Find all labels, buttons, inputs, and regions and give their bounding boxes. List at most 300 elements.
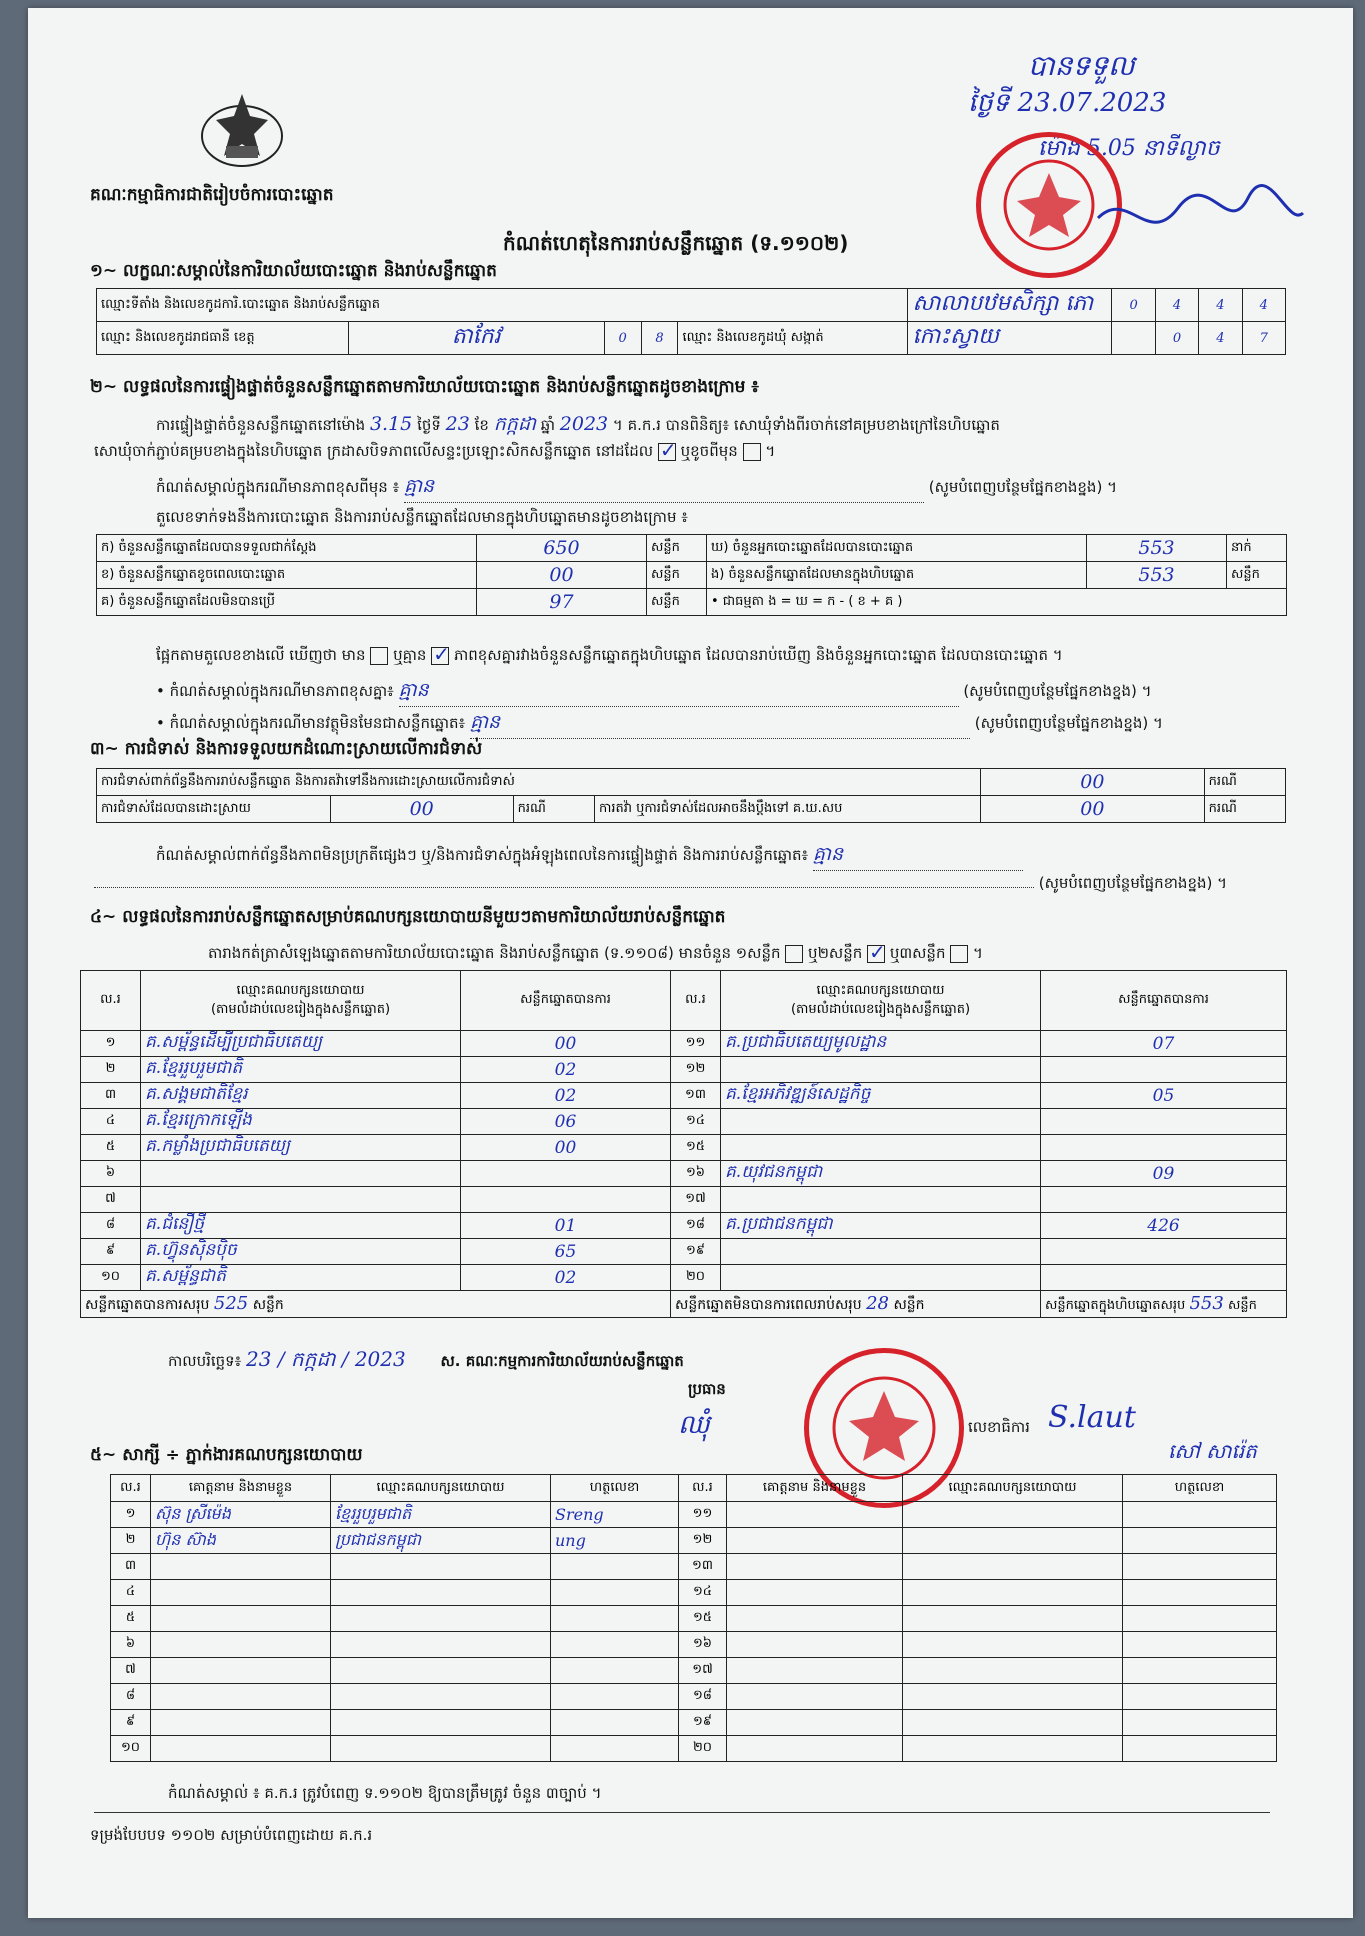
vote-count [1041, 1135, 1287, 1161]
s2-para2: សោឃុំចាក់ភ្ជាប់គម្របខាងក្នុងនៃហិបឆ្នោត ក្រដាសបិទភាពលើសន្ទះប្រឡោះសិកសន្លឹកឆ្នោត នៅដដែល ✓ ឬខូចពីមុន ។ [94, 442, 775, 464]
witness-name [151, 1632, 331, 1658]
party-name [141, 1187, 461, 1213]
table-row [81, 1187, 1287, 1213]
row-no: ១០ [81, 1265, 141, 1291]
witness-name [151, 1554, 331, 1580]
table-row [111, 1502, 1277, 1528]
witness-party [903, 1736, 1123, 1762]
vote-count: 06 [461, 1109, 671, 1135]
table-row [81, 1135, 1287, 1161]
witness-signature [551, 1736, 679, 1762]
row-no: ១៦ [679, 1632, 727, 1658]
chair-label: ប្រធាន [688, 1380, 726, 1398]
row-no: ៧ [81, 1187, 141, 1213]
witness-signature [1123, 1658, 1277, 1684]
note-value: គ្មាន [470, 710, 970, 739]
note-value: គ្មាន [404, 474, 924, 503]
vote-count [1041, 1109, 1287, 1135]
witness-name [727, 1736, 903, 1762]
witness-name [727, 1502, 903, 1528]
s3-row1-label: ការជំទាស់ពាក់ព័ន្ធនឹងការរាប់សន្លឹកឆ្នោត និងការតវ៉ាទៅនឹងការដោះស្រាយលើការជំទាស់ [97, 769, 981, 796]
witness-signature [1123, 1528, 1277, 1554]
vote-count: 02 [461, 1265, 671, 1291]
party-name: គ.ប្រជាជនកម្ពុជា [721, 1213, 1041, 1239]
row-no: ១៩ [679, 1710, 727, 1736]
party-name [721, 1187, 1041, 1213]
empty-cell [1112, 322, 1155, 355]
count-unit: សន្លឹក [647, 535, 707, 562]
date-value: 23 / កក្កដា / 2023 [246, 1347, 406, 1371]
vote-count: 05 [1041, 1083, 1287, 1109]
s2-based [156, 646, 1063, 668]
s4-title: ៤~ លទ្ធផលនៃការរាប់សន្លឹកឆ្នោតសម្រាប់គណបក្សនយោបាយនីមួយៗតាមការិយាល័យរាប់សន្លឹកឆ្នោត [90, 907, 726, 927]
row-no: ១៩ [671, 1239, 721, 1265]
witness-name [151, 1606, 331, 1632]
vote-count: 07 [1041, 1031, 1287, 1057]
s2-note-diff [156, 474, 1117, 503]
witness-signature [551, 1606, 679, 1632]
s2-text: ឬខូចពីមុន [680, 442, 738, 460]
s2-text: ។ គ.ក.រ បានពិនិត្យ៖ សោឃុំទាំងពីរចាក់នៅគម្របខាងក្រៅនៃហិបឆ្នោត [612, 416, 1000, 434]
chair-signature: ឈុំ [678, 1410, 710, 1440]
row-no: ១៨ [679, 1684, 727, 1710]
footer-rule [94, 1812, 1270, 1813]
s2-counts-table [96, 534, 1287, 616]
one-sheet-checkbox[interactable] [785, 945, 803, 963]
count-unit: សន្លឹក [1227, 562, 1287, 589]
vote-count [461, 1187, 671, 1213]
note-suffix: (សូមបំពេញបន្ថែមផ្នែកខាងខ្នង) ។ [1038, 874, 1228, 892]
witness-party: ខ្មែររួបរួមជាតិ [331, 1502, 551, 1528]
s4-rows [81, 1031, 1287, 1291]
party-header-sub: (តាមលំដាប់លេខរៀងក្នុងសន្លឹកឆ្នោត) [210, 1001, 391, 1017]
s2-text: សោឃុំចាក់ភ្ជាប់គម្របខាងក្នុងនៃហិបឆ្នោត ក្រដាសបិទភាពលើសន្ទះប្រឡោះសិកសន្លឹកឆ្នោត នៅដដែល [94, 442, 654, 460]
bottom-note: ទម្រង់បែបបទ ១១០២ សម្រាប់បំពេញដោយ គ.ក.រ [90, 1826, 373, 1844]
commune-code-digit: 0 [1155, 322, 1198, 355]
party-name [721, 1135, 1041, 1161]
witness-party [903, 1658, 1123, 1684]
party-name: គ.ខ្មែរអភិវឌ្ឍន៍សេដ្ឋកិច្ច [721, 1083, 1041, 1109]
row-no: ៥ [81, 1135, 141, 1161]
witness-name: ហ៊ុន ស៊ាង [151, 1528, 331, 1554]
date-label: កាលបរិច្ឆេទ៖ [168, 1352, 242, 1370]
witness-signature [1123, 1502, 1277, 1528]
table-row [111, 1632, 1277, 1658]
row-no: ១៧ [679, 1658, 727, 1684]
witness-party [903, 1580, 1123, 1606]
three-sheet-checkbox[interactable] [950, 945, 968, 963]
row-no: ៩ [81, 1239, 141, 1265]
witness-party: ប្រជាជនកម្ពុជា [331, 1528, 551, 1554]
table-row [81, 1083, 1287, 1109]
count-unit: សន្លឹក [647, 589, 707, 616]
party-name: គ.ខ្មែរក្រោកឡើង [141, 1109, 461, 1135]
table-row [111, 1710, 1277, 1736]
witness-name [151, 1710, 331, 1736]
sum-invalid-value: 28 [866, 1292, 889, 1314]
table-row [81, 1109, 1287, 1135]
sum-invalid-cell [671, 1291, 1041, 1318]
witness-party [331, 1658, 551, 1684]
party-name [721, 1057, 1041, 1083]
party-name [721, 1265, 1041, 1291]
sum-valid-value: 525 [213, 1292, 249, 1314]
vote-count: 00 [461, 1031, 671, 1057]
witness-signature: Sreng [551, 1502, 679, 1528]
col-header-sign: ហត្ថលេខា [551, 1475, 679, 1502]
count-value: 553 [1087, 562, 1227, 589]
count-unit: សន្លឹក [647, 562, 707, 589]
vote-count [1041, 1057, 1287, 1083]
sum-unit: សន្លឹក [252, 1296, 284, 1313]
table-row [111, 1736, 1277, 1762]
count-label: ក) ចំនួនសន្លឹកឆ្នោតដែលបានទទួលជាក់ស្តែង [97, 535, 477, 562]
station-value: សាលាបឋមសិក្សា ភោ [908, 289, 1112, 322]
witness-name [727, 1580, 903, 1606]
col-header-party [141, 971, 461, 1031]
note-value: គ្មាន [813, 842, 1023, 871]
s2-text: ឬគ្មាន [393, 646, 427, 664]
row-no: ១១ [679, 1502, 727, 1528]
witness-party [331, 1580, 551, 1606]
sum-box-label: សន្លឹកឆ្នោតក្នុងហិបឆ្នោតសរុប [1045, 1297, 1186, 1313]
count-value: 650 [477, 535, 647, 562]
formula-note: • ជាធម្មតា ង = ឃ = ក - ( ខ + គ ) [707, 589, 1287, 616]
s2-time: 3.15 [369, 413, 413, 435]
sum-invalid-label: សន្លឹកឆ្នោតមិនបានការពេលរាប់សរុប [675, 1296, 862, 1313]
row-no: ១២ [671, 1057, 721, 1083]
row-no: ២០ [679, 1736, 727, 1762]
vote-count [1041, 1265, 1287, 1291]
s4-intro: តារាងកត់ត្រាសំឡេងឆ្នោតតាមការិយាល័យបោះឆ្នោត និងរាប់សន្លឹកឆ្នោត (ទ.១១០៨) មានចំនួន ១សន្លឹក ឬ២សន្លឹក ✓ ឬ៣សន្លឹក ។ [208, 944, 983, 966]
damaged-checkbox[interactable] [743, 443, 761, 461]
witness-name [727, 1710, 903, 1736]
row-no: ១ [111, 1502, 151, 1528]
sum-box-cell [1041, 1291, 1287, 1318]
witness-signature [1123, 1580, 1277, 1606]
s2-text: ផ្អែកតាមតួលេខខាងលើ ឃើញថា មាន [156, 646, 366, 664]
commune-code-digit: 7 [1242, 322, 1285, 355]
s5-rows [111, 1502, 1277, 1762]
station-code-digit: 4 [1155, 289, 1198, 322]
province-label: ឈ្មោះ និងលេខកូដរាជធានី ខេត្ត [97, 322, 349, 355]
commune-label: ឈ្មោះ និងលេខកូដឃុំ សង្កាត់ [678, 322, 908, 355]
row-no: ២ [81, 1057, 141, 1083]
s3-unit: ករណី [1204, 769, 1285, 796]
s4-date-line [168, 1346, 684, 1376]
province-code-digit: 8 [641, 322, 678, 355]
committee-signoff: ស. គណៈកម្មការការិយាល័យរាប់សន្លឹកឆ្នោត [440, 1352, 684, 1370]
witness-signature [551, 1554, 679, 1580]
row-no: ១៨ [671, 1213, 721, 1239]
row-no: ១៧ [671, 1187, 721, 1213]
col-header-no: ល.រ [81, 971, 141, 1031]
row-no: ១២ [679, 1528, 727, 1554]
witness-signature [551, 1710, 679, 1736]
note-value: គ្មាន [399, 678, 959, 707]
vote-count: 01 [461, 1213, 671, 1239]
s3-note-line [94, 874, 1227, 896]
note-label: • កំណត់សម្គាល់ក្នុងករណីមានវត្ថុមិនមែនជាសន្លឹកឆ្នោត៖ [156, 714, 466, 732]
vote-count [1041, 1239, 1287, 1265]
witness-party [331, 1710, 551, 1736]
table-row [81, 1031, 1287, 1057]
party-name: គ.សង្គមជាតិខ្មែរ [141, 1083, 461, 1109]
table-row [81, 1057, 1287, 1083]
row-no: ៧ [111, 1658, 151, 1684]
note-suffix: (សូមបំពេញបន្ថែមផ្នែកខាងខ្នង) ។ [963, 682, 1152, 700]
commune-value: កោះស្វាយ [908, 322, 1112, 355]
committee-label: គណៈកម្មាធិការជាតិរៀបចំការបោះឆ្នោត [90, 185, 334, 205]
vote-count: 00 [461, 1135, 671, 1161]
row-no: ១៦ [671, 1161, 721, 1187]
s2-text: ឆ្នាំ [540, 416, 555, 434]
has-diff-checkbox[interactable] [370, 647, 388, 665]
vote-count: 02 [461, 1083, 671, 1109]
form-title: កំណត់ហេតុនៃការរាប់សន្លឹកឆ្នោត (ទ.១១០២) [503, 231, 849, 255]
s3-title: ៣~ ការជំទាស់ និងការទទួលយកដំណោះស្រាយលើការជំទាស់ [90, 739, 483, 759]
s3-row2-label: ការជំទាស់ដែលបានដោះស្រាយ [97, 796, 331, 823]
s2-note-b2 [156, 710, 1163, 739]
col-header-no: ល.រ [679, 1475, 727, 1502]
witness-name [151, 1580, 331, 1606]
witness-signature [551, 1658, 679, 1684]
count-label: គ) ចំនួនសន្លឹកឆ្នោតដែលមិនបានប្រើ [97, 589, 477, 616]
note-label: • កំណត់សម្គាល់ក្នុងករណីមានភាពខុសគ្នា៖ [156, 682, 394, 700]
party-name: គ.កម្លាំងប្រជាធិបតេយ្យ [141, 1135, 461, 1161]
witness-signature [551, 1580, 679, 1606]
count-unit: នាក់ [1227, 535, 1287, 562]
col-header-party: ឈ្មោះគណបក្សនយោបាយ [903, 1475, 1123, 1502]
witness-name [727, 1554, 903, 1580]
s3-unit: ករណី [513, 796, 594, 823]
party-name: គ.សម្ព័ន្ធជាតិ [141, 1265, 461, 1291]
row-no: ១០ [111, 1736, 151, 1762]
party-name: គ.សម្ព័ន្ធដើម្បីប្រជាធិបតេយ្យ [141, 1031, 461, 1057]
s2-text: ការផ្ទៀងផ្ទាត់ចំនួនសន្លឹកឆ្នោតនៅម៉ោង [156, 416, 366, 434]
row-no: ៥ [111, 1606, 151, 1632]
witness-party [331, 1736, 551, 1762]
s3-row1-value: 00 [981, 769, 1205, 796]
official-signature-top [1088, 178, 1308, 262]
sum-unit: សន្លឹក [893, 1296, 925, 1313]
note-suffix: (សូមបំពេញបន្ថែមផ្នែកខាងខ្នង) ។ [974, 714, 1163, 732]
table-row [81, 1213, 1287, 1239]
party-name: គ.ប្រជាធិបតេយ្យមូលដ្ឋាន [721, 1031, 1041, 1057]
row-no: ១១ [671, 1031, 721, 1057]
col-header-party [721, 971, 1041, 1031]
row-no: ៩ [111, 1710, 151, 1736]
station-code-digit: 4 [1199, 289, 1242, 322]
count-value: 00 [477, 562, 647, 589]
s4-results-table [80, 970, 1287, 1318]
party-name [721, 1239, 1041, 1265]
sum-box-value: 553 [1189, 1292, 1224, 1314]
s3-row2b-label: ការតវ៉ា ឬការជំទាស់ដែលអាចនឹងប្តឹងទៅ គ.ឃ.សប [594, 796, 980, 823]
s4-text: ឬ៣សន្លឹក [889, 944, 946, 962]
s2-text: ថ្ងៃទី [417, 416, 441, 434]
row-no: ១៤ [671, 1109, 721, 1135]
secretary-label: លេខាធិការ [968, 1418, 1030, 1436]
province-value: តាកែវ [348, 322, 604, 355]
witness-party [903, 1554, 1123, 1580]
witness-name [727, 1606, 903, 1632]
table-row [81, 1239, 1287, 1265]
table-row [111, 1528, 1277, 1554]
col-header-no: ល.រ [671, 971, 721, 1031]
table-row [111, 1580, 1277, 1606]
table-row [81, 1265, 1287, 1291]
vote-count: 09 [1041, 1161, 1287, 1187]
commune-code-digit: 4 [1199, 322, 1242, 355]
col-header-sign: ហត្ថលេខា [1123, 1475, 1277, 1502]
s3-note [156, 842, 1023, 871]
s4-text: ឬ២សន្លឹក [808, 944, 863, 962]
col-header-name: គោត្តនាម និងនាមខ្លួន [151, 1475, 331, 1502]
witness-signature [551, 1684, 679, 1710]
witness-signature [551, 1632, 679, 1658]
s2-title: ២~ លទ្ធផលនៃការផ្ទៀងផ្ទាត់ចំនួនសន្លឹកឆ្នោតតាមការិយាល័យបោះឆ្នោត និងរាប់សន្លឹកឆ្នោតដូចខាងក្រោម ៖ [90, 377, 759, 397]
party-name [721, 1109, 1041, 1135]
dotted-line [94, 887, 1034, 888]
row-no: ២ [111, 1528, 151, 1554]
witness-party [903, 1528, 1123, 1554]
province-code-digit: 0 [604, 322, 641, 355]
witness-signature [1123, 1710, 1277, 1736]
row-no: ៤ [111, 1580, 151, 1606]
s2-month: កក្កដា [493, 413, 536, 435]
nec-logo [198, 86, 286, 170]
secretary-signature: S.laut [1048, 1400, 1136, 1435]
vote-count: 02 [461, 1057, 671, 1083]
received-note: បានទទួល [1028, 49, 1135, 82]
station-code-digit: 0 [1112, 289, 1155, 322]
count-value: 97 [477, 589, 647, 616]
s2-intro-numbers: តួលេខទាក់ទងនឹងការបោះឆ្នោត និងការរាប់សន្លឹកឆ្នោតដែលមានក្នុងហិបឆ្នោតមានដូចខាងក្រោម ៖ [156, 508, 688, 526]
witness-name [151, 1736, 331, 1762]
note-label: កំណត់សម្គាល់ពាក់ព័ន្ធនឹងភាពមិនប្រក្រតីផ្សេងៗ ឬ/និងការជំទាស់ក្នុងអំឡុងពេលនៃការផ្ទៀងផ្ទាត់ និងការរាប់សន្លឹកឆ្នោត៖ [156, 846, 809, 864]
witness-signature [1123, 1632, 1277, 1658]
witness-name [727, 1684, 903, 1710]
row-no: ៦ [81, 1161, 141, 1187]
row-no: ១៤ [679, 1580, 727, 1606]
s2-day: 23 [445, 413, 470, 435]
vote-count [461, 1161, 671, 1187]
row-no: ១៣ [671, 1083, 721, 1109]
witness-party [903, 1632, 1123, 1658]
two-sheet-checkbox[interactable] [867, 945, 885, 963]
s3-unit: ករណី [1204, 796, 1285, 823]
s5-title: ៥~ សាក្សី ÷ ភ្នាក់ងារគណបក្សនយោបាយ [90, 1445, 363, 1465]
witness-party [903, 1710, 1123, 1736]
col-header-no: ល.រ [111, 1475, 151, 1502]
party-name: គ.ហ៊្វុនស៊ិនប៉ិច [141, 1239, 461, 1265]
sum-unit: សន្លឹក [1227, 1297, 1257, 1313]
col-header-party: ឈ្មោះគណបក្សនយោបាយ [331, 1475, 551, 1502]
row-no: ១៥ [679, 1606, 727, 1632]
count-label: ង) ចំនួនសន្លឹកឆ្នោតដែលមានក្នុងហិបឆ្នោត [707, 562, 1087, 589]
row-no: ១ [81, 1031, 141, 1057]
witness-name [151, 1684, 331, 1710]
party-name: គ.យុវជនកម្ពុជា [721, 1161, 1041, 1187]
s3-row2b-value: 00 [981, 796, 1205, 823]
row-no: ១៣ [679, 1554, 727, 1580]
station-label: ឈ្មោះទីតាំង និងលេខកូដការិ.បោះឆ្នោត និងរាប់សន្លឹកឆ្នោត [97, 289, 908, 322]
witness-name [151, 1658, 331, 1684]
sum-valid-label: សន្លឹកឆ្នោតបានការសរុប [85, 1296, 210, 1313]
table-row [111, 1684, 1277, 1710]
note-suffix: (សូមបំពេញបន្ថែមផ្នែកខាងខ្នង) ។ [928, 478, 1117, 496]
footnote: កំណត់សម្គាល់ ៖ គ.ក.រ ត្រូវបំពេញ ទ.១១០២ ឱ្យបានត្រឹមត្រូវ ចំនួន ៣ច្បាប់ ។ [168, 1784, 602, 1802]
row-no: ៣ [111, 1554, 151, 1580]
table-row [111, 1554, 1277, 1580]
row-no: ២០ [671, 1265, 721, 1291]
station-code-digit: 4 [1242, 289, 1285, 322]
s3-row2-value: 00 [330, 796, 513, 823]
form-sheet [28, 8, 1353, 1918]
row-no: ៤ [81, 1109, 141, 1135]
s4-text: តារាងកត់ត្រាសំឡេងឆ្នោតតាមការិយាល័យបោះឆ្នោត និងរាប់សន្លឹកឆ្នោត (ទ.១១០៨) មានចំនួន ១សន្លឹក [208, 944, 781, 962]
s2-text: ភាពខុសគ្នារវាងចំនួនសន្លឹកឆ្នោតក្នុងហិបឆ្នោត ដែលបានរាប់ឃើញ និងចំនួនអ្នកបោះឆ្នោត ដែលបានបោះឆ្នោត ។ [453, 646, 1063, 664]
vote-count [1041, 1187, 1287, 1213]
s1-table [96, 288, 1286, 355]
witness-signature [1123, 1606, 1277, 1632]
witness-party [903, 1684, 1123, 1710]
row-no: ១៥ [671, 1135, 721, 1161]
witness-party [331, 1632, 551, 1658]
col-header-votes: សន្លឹកឆ្នោតបានការ [461, 971, 671, 1031]
count-value: 553 [1087, 535, 1227, 562]
sum-valid-cell [81, 1291, 671, 1318]
s2-text: ខែ [474, 416, 489, 434]
witness-party [331, 1684, 551, 1710]
no-diff-checkbox[interactable] [431, 647, 449, 665]
note-label: កំណត់សម្គាល់ក្នុងករណីមានភាពខុសពីមុន ៖ [156, 478, 400, 496]
secretary-name: សៅ សារ៉េត [1168, 1439, 1257, 1463]
s5-witness-table [110, 1474, 1277, 1762]
witness-signature [1123, 1736, 1277, 1762]
witness-name: ស៊ុន ស្រីម៉េង [151, 1502, 331, 1528]
count-label: ខ) ចំនួនសន្លឹកឆ្នោតខូចពេលបោះឆ្នោត [97, 562, 477, 589]
intact-checkbox[interactable] [658, 443, 676, 461]
received-date: ថ្ងៃទី 23.07.2023 [968, 88, 1167, 118]
count-label: ឃ) ចំនួនអ្នកបោះឆ្នោតដែលបានបោះឆ្នោត [707, 535, 1087, 562]
witness-party [903, 1606, 1123, 1632]
s2-para1 [156, 412, 1000, 440]
witness-signature [1123, 1554, 1277, 1580]
witness-party [331, 1554, 551, 1580]
row-no: ៨ [111, 1684, 151, 1710]
vote-count: 426 [1041, 1213, 1287, 1239]
table-row [81, 1161, 1287, 1187]
row-no: ៣ [81, 1083, 141, 1109]
s3-table [96, 768, 1286, 823]
row-no: ៨ [81, 1213, 141, 1239]
witness-party [331, 1606, 551, 1632]
party-header: ឈ្មោះគណបក្សនយោបាយ [816, 982, 945, 998]
witness-name [727, 1658, 903, 1684]
s2-year: 2023 [559, 413, 609, 435]
party-header: ឈ្មោះគណបក្សនយោបាយ [236, 982, 365, 998]
s1-title: ១~ លក្ខណៈសម្គាល់នៃការិយាល័យបោះឆ្នោត និងរាប់សន្លឹកឆ្នោត [90, 261, 497, 281]
party-name: គ.ខ្មែររួបរួមជាតិ [141, 1057, 461, 1083]
party-name: គ.ជំនឿថ្មី [141, 1213, 461, 1239]
s2-note-b1 [156, 678, 1152, 707]
col-header-name: គោត្តនាម និងនាមខ្លួន [727, 1475, 903, 1502]
witness-party [903, 1502, 1123, 1528]
witness-signature: ung [551, 1528, 679, 1554]
party-name [141, 1161, 461, 1187]
